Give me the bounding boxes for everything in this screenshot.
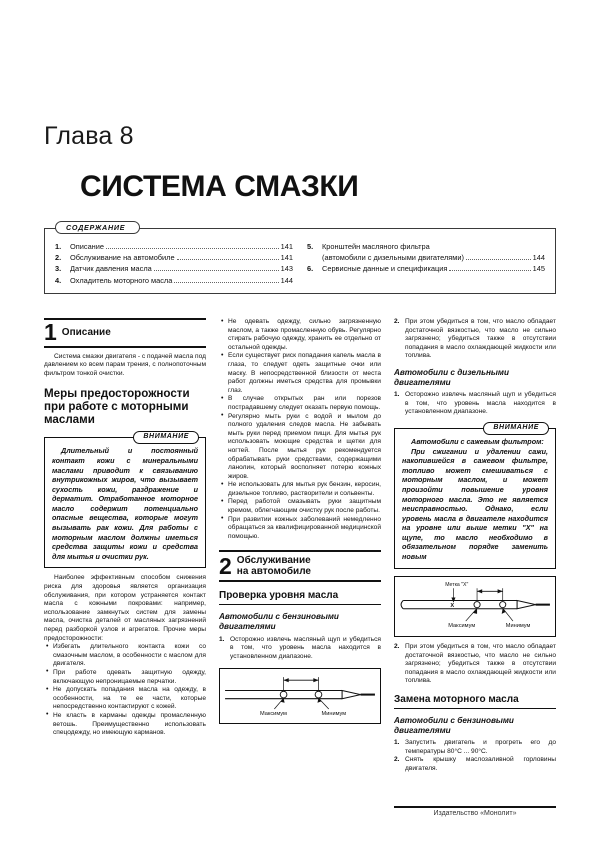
toc-item[interactable]: [55, 263, 293, 274]
toc-number: 4.: [55, 275, 62, 285]
section-title: Описание: [61, 327, 111, 339]
warning-text: При сжигании и удалении сажи, накопившейся в сажевом фильтре, топливо может смешиваться с моторным маслом, и может произойти повышение уровня моторного масла. Это не является неисправностью. Однако, если уровень масла в двигателе находится на уровне или выше метки "X" на щупе, то масло необходимо в обязательном порядке заменить новым: [402, 446, 548, 562]
chapter-label: Глава 8: [44, 122, 134, 150]
step-text: При этом убедиться в том, что масло обладает достаточной вязкостью, что масло не сильно загрязнено; убедиться также в отсутствии попадания в масло охлаждающей жидкости или топлива.: [405, 318, 556, 360]
figure-label-min: Минимум: [321, 711, 347, 718]
list-item: • Не допускать попадания масла на одежду, в особенности, на те ее части, которые непосредственно контактируют с кожей.: [44, 686, 206, 712]
toc-number: 2.: [55, 253, 62, 263]
step-number: 2.: [394, 643, 400, 651]
page-title: СИСТЕМА СМАЗКИ: [80, 170, 359, 203]
step-text: Запустить двигатель и прогреть его до температуры 80°C ... 90°C.: [405, 739, 556, 755]
toc-column-left: [55, 241, 293, 286]
content-column-2: [219, 318, 381, 730]
list-item: • В случае открытых ран или порезов пострадавшему следует оказать первую помощь.: [219, 395, 381, 412]
section-title: [237, 555, 311, 577]
toc-page-number: 144: [280, 275, 293, 285]
section-header-maintenance: [219, 550, 381, 582]
section-rule-bottom: [44, 346, 206, 348]
step-number: 2.: [394, 318, 400, 325]
toc-item[interactable]: [55, 252, 293, 263]
toc-leader: [174, 277, 278, 283]
numbered-step: [394, 643, 556, 686]
dipstick-diagram-with-x: [398, 580, 552, 633]
numbered-step: [394, 318, 556, 361]
footer-rule: [394, 806, 556, 808]
list-item: • При работе одевать защитную одежду, включающую непроницаемые перчатки.: [44, 669, 206, 686]
step-text: Снять крышку маслозаливной горловины двигателя.: [405, 756, 556, 772]
numbered-step: [394, 739, 556, 756]
dipstick-diagram: [223, 672, 377, 719]
step-text: Осторожно извлечь масляный щуп и убедиться в том, что уровень масла находится в установленном диапазоне.: [230, 635, 381, 660]
list-item: • Перед работой смазывать руки защитным кремом, облегчающим очистку рук после работы.: [219, 498, 381, 515]
section-number: 1: [44, 319, 57, 345]
list-item: • Не использовать для мытья рук бензин, керосин, дизельное топливо, растворители и сольвенты.: [219, 481, 381, 498]
step-number: 1.: [394, 739, 400, 747]
figure-dipstick-petrol: [219, 668, 381, 723]
toc-page-number: 143: [280, 264, 293, 274]
paragraph-intro: Система смазки двигателя - с подачей масла под давлением ко всем парам трения, с полнопоточным фильтром тонкой очистки.: [44, 352, 206, 377]
section-title-line1: Обслуживание: [236, 555, 311, 567]
step-text: Осторожно извлечь масляный щуп и убедиться в том, что уровень масла находится в установленном диапазоне.: [405, 391, 556, 416]
figure-label-max: Максимум: [259, 711, 287, 718]
toc-page-number: 144: [532, 253, 545, 263]
footer-publisher: Издательство «Монолит»: [433, 810, 517, 817]
toc-leader: [154, 265, 279, 271]
paragraph-effective-method: Наиболее эффективным способом снижения риска для здоровья является организация обслуживания, при котором устраняется контакт масла с кожными покровами: например, использование замкнутых систем для замены масла, очистка деталей от масляных загрязнений перед разборкой узлов и агрегатов. Прочие меры предосторожности:: [44, 574, 206, 642]
list-item: • Регулярно мыть руки с водой и мылом до полного удаления следов масла. Не забывать мыть руки перед приемом пищи. Для мытья рук использовать моющие средства и щетки для ногтей. После мытья рук рекомендуется обрабатывать руки средствами, содержащими ланолин, который восполняет потерю кожных жиров.: [219, 413, 381, 482]
figure-label-max: Максимум: [448, 622, 476, 629]
toc-number: 1.: [55, 242, 62, 251]
table-of-contents: [44, 223, 556, 294]
step-number: 2.: [394, 756, 400, 764]
heading-oil-replacement: Замена моторного масла: [394, 694, 556, 709]
toc-leader: [466, 254, 531, 260]
heading-oil-level-check: Проверка уровня масла: [219, 590, 381, 605]
heading-diesel-engines: Автомобили с дизельными двигателями: [394, 367, 509, 387]
step-number: 1.: [219, 635, 225, 643]
list-item: • Не одевать одежду, сильно загрязненную маслом, а также промасленную обувь. Регулярно стирать рабочую одежду, хранить ее отдельно от остальной одежды.: [219, 318, 381, 352]
toc-column-right: [307, 241, 545, 286]
toc-label: Описание: [70, 242, 105, 251]
toc-page-number: 145: [532, 264, 545, 274]
toc-number: 6.: [307, 264, 314, 274]
list-item: • Если существует риск попадания капель масла в глаза, то следует одеть защитные очки или маску. В непосредственной близости от места работ должны иметься средства для промывки глаз.: [219, 352, 381, 395]
figure-mark-x: X: [450, 602, 455, 609]
section-rule-top: [44, 318, 206, 320]
toc-leader: [177, 254, 279, 260]
toc-label: Датчик давления масла: [70, 264, 152, 274]
toc-number: 5.: [307, 242, 314, 251]
figure-label-x: Метка "X": [445, 581, 469, 588]
warning-lead: Автомобили с сажевым фильтром:: [411, 436, 544, 446]
content-column-3: [394, 318, 556, 774]
toc-item[interactable]: [55, 275, 293, 286]
toc-label: Кронштейн масляного фильтра: [322, 242, 430, 251]
warning-badge: ВНИМАНИЕ: [133, 431, 199, 444]
toc-leader: [449, 265, 530, 271]
numbered-step: [394, 756, 556, 773]
toc-label: Обслуживание на автомобиле: [70, 253, 175, 263]
toc-item[interactable]: [307, 241, 545, 252]
warning-text: Длительный и постоянный контакт кожи с минеральными маслами приводит к связыванию внутрикожных жиров, что вызывает сухость кожи, раздражение и дерматит. Отработанное моторное масло содержит потенциально опасные вещества, которые могут вызывать рак кожи. Для работы с моторным маслом должны иметься средства защиты кожи и средства для мытья и очистки рук.: [52, 446, 198, 561]
figure-label-min: Минимум: [505, 622, 531, 629]
heading-petrol-engines: Автомобили с бензиновыми двигателями: [394, 716, 514, 735]
toc-leader: [106, 243, 279, 249]
section-title-line2: на автомобиле: [236, 566, 311, 578]
toc-item[interactable]: [307, 263, 545, 274]
section-number: 2: [219, 552, 232, 579]
section-header-description: [44, 318, 206, 348]
toc-page-number: 141: [280, 253, 293, 263]
list-item: • Не класть в карманы одежды промасленную ветошь. Преимущественно использовать спецодежду, но имеющую карманов.: [44, 712, 206, 738]
toc-page-number: 141: [280, 242, 293, 251]
section-rule-bottom: [219, 580, 381, 582]
toc-number: 3.: [55, 264, 62, 274]
warning-box-oil-contact: [44, 433, 206, 568]
numbered-step: [219, 636, 381, 662]
toc-item[interactable]: [55, 241, 293, 252]
heading-precautions: Меры предосторожности при работе с моторными маслами: [44, 387, 190, 427]
step-number: 1.: [394, 391, 400, 399]
section-rule-top: [219, 550, 381, 552]
figure-dipstick-diesel: [394, 576, 556, 637]
warning-box-dpf: [394, 423, 556, 569]
numbered-step: [394, 391, 556, 417]
list-item: • При развитии кожных заболеваний немедленно обращаться за квалифицированной медицинской помощью.: [219, 516, 381, 542]
warning-badge: ВНИМАНИЕ: [483, 422, 549, 435]
toc-item-continuation[interactable]: [307, 252, 545, 263]
list-item: • Избегать длительного контакта кожи со смазочным маслом, в особенности с маслом для двигателя.: [44, 643, 206, 669]
toc-label: Сервисные данные и спецификация: [322, 264, 448, 274]
heading-petrol-engines: Автомобили с бензиновыми двигателями: [219, 612, 339, 632]
toc-badge: СОДЕРЖАНИЕ: [55, 221, 140, 234]
content-column-1: [44, 318, 206, 738]
toc-label: Охладитель моторного масла: [70, 275, 173, 285]
step-text: При этом убедиться в том, что масло обладает достаточной вязкостью, что масло не сильно загрязнено; убедиться также в отсутствии попадания в масло охлаждающей жидкости или топлива.: [405, 643, 556, 685]
toc-label: (автомобили с дизельными двигателями): [322, 253, 464, 263]
